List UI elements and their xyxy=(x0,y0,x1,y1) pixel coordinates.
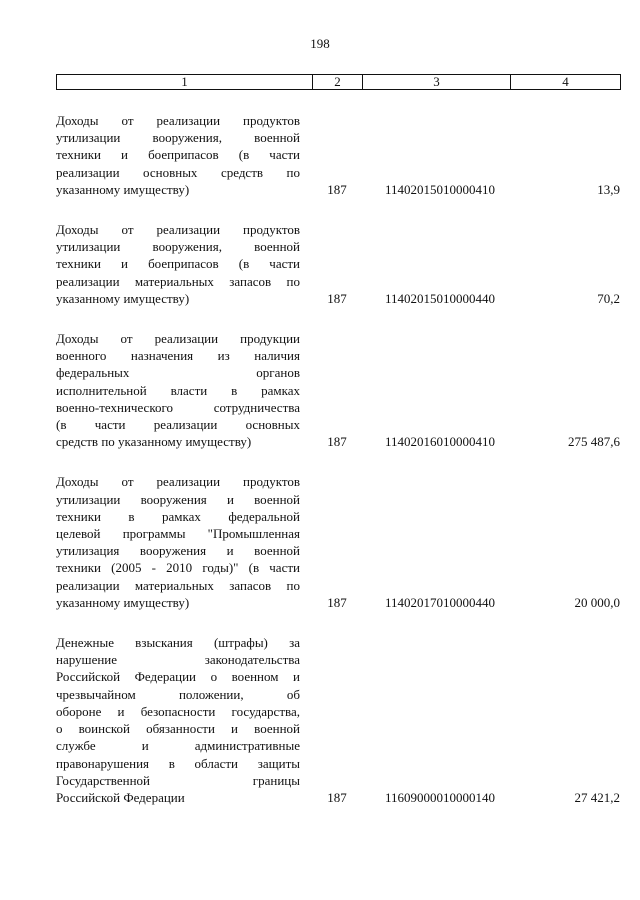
column-header-3: 3 xyxy=(363,75,511,90)
description-line: Доходы от реализации продуктов xyxy=(56,222,300,238)
description-line: Государственной границы xyxy=(56,772,300,788)
column-header-table xyxy=(56,74,621,90)
description-line: Денежные взыскания (штрафы) за xyxy=(56,635,300,651)
description-line: указанному имуществу) xyxy=(56,181,190,197)
description-line: службе и административные xyxy=(56,738,300,754)
description-line: Российской Федерации xyxy=(56,789,185,805)
description-line: указанному имуществу) xyxy=(56,290,190,306)
row-description xyxy=(56,330,300,450)
admin-code: 187 xyxy=(327,434,347,450)
description-line: утилизация вооружения и военной xyxy=(56,543,300,559)
description-line: (в части реализации основных xyxy=(56,417,300,433)
kbk-code: 11402015010000440 xyxy=(384,290,496,306)
description-line: реализации материальных запасов по xyxy=(56,273,300,289)
table-row xyxy=(56,221,620,307)
kbk-code: 11402017010000440 xyxy=(384,594,496,610)
amount: 27 421,2 xyxy=(574,789,620,805)
column-header-2: 2 xyxy=(313,75,363,90)
description-line: Российской Федерации о военном и xyxy=(56,669,300,685)
admin-code: 187 xyxy=(327,290,347,306)
table-row xyxy=(56,634,620,806)
description-line: федеральных органов xyxy=(56,365,300,381)
description-line: военно-технического сотрудничества xyxy=(56,399,300,415)
description-line: о воинской обязанности и военной xyxy=(56,721,300,737)
description-line: средств по указанному имуществу) xyxy=(56,434,252,450)
description-line: утилизации вооружения, военной xyxy=(56,239,300,255)
description-line: реализации основных средств по xyxy=(56,164,300,180)
table-row xyxy=(56,112,620,198)
description-line: целевой программы "Промышленная xyxy=(56,526,300,542)
description-line: правонарушения в области защиты xyxy=(56,755,300,771)
description-line: техники и боеприпасов (в части xyxy=(56,147,300,163)
amount: 13,9 xyxy=(597,181,620,197)
description-line: утилизации вооружения, военной xyxy=(56,130,300,146)
row-description xyxy=(56,634,300,806)
description-line: исполнительной власти в рамках xyxy=(56,382,300,398)
admin-code: 187 xyxy=(327,181,347,197)
column-header-1: 1 xyxy=(57,75,313,90)
description-line: чрезвычайном положении, об xyxy=(56,686,300,702)
description-line: Доходы от реализации продуктов xyxy=(56,113,300,128)
description-line: военного назначения из наличия xyxy=(56,348,300,364)
description-line: указанному имуществу) xyxy=(56,594,190,610)
row-description xyxy=(56,473,300,611)
description-line: Доходы от реализации продуктов xyxy=(56,474,300,490)
column-header-row xyxy=(57,75,621,90)
row-description xyxy=(56,221,300,307)
row-description xyxy=(56,112,300,198)
table-row xyxy=(56,473,620,611)
kbk-code: 11402016010000410 xyxy=(384,434,496,450)
page-number: 198 xyxy=(310,36,330,51)
column-header-4: 4 xyxy=(511,75,621,90)
description-line: утилизации вооружения и военной xyxy=(56,491,300,507)
description-line: обороне и безопасности государства, xyxy=(56,703,300,719)
description-line: техники (2005 - 2010 годы)" (в части xyxy=(56,560,300,576)
admin-code: 187 xyxy=(327,594,347,610)
amount: 275 487,6 xyxy=(568,434,620,450)
description-line: техники в рамках федеральной xyxy=(56,508,300,524)
table-row xyxy=(56,330,620,450)
amount: 70,2 xyxy=(597,290,620,306)
kbk-code: 11402015010000410 xyxy=(384,181,496,197)
description-line: нарушение законодательства xyxy=(56,652,300,668)
admin-code: 187 xyxy=(327,789,347,805)
description-line: техники и боеприпасов (в части xyxy=(56,256,300,272)
description-line: Доходы от реализации продукции xyxy=(56,331,300,347)
amount: 20 000,0 xyxy=(574,594,620,610)
kbk-code: 11609000010000140 xyxy=(384,789,496,805)
revenue-rows xyxy=(56,112,620,829)
description-line: реализации материальных запасов по xyxy=(56,577,300,593)
